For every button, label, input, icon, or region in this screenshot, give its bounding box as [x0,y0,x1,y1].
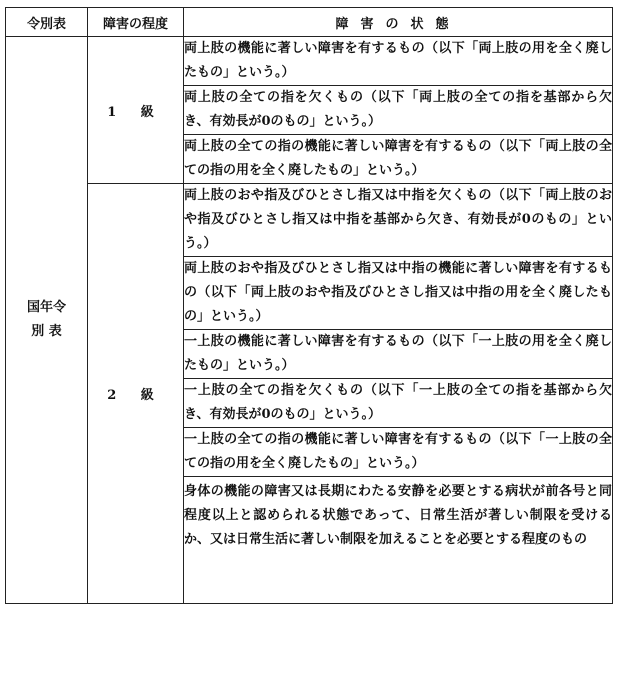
condition-cell: 一上肢の全ての指を欠くもの（以下「一上肢の全ての指を基部から欠き、有効長が0のもの」という。） [184,379,613,428]
condition-cell: 一上肢の機能に著しい障害を有するもの（以下「一上肢の用を全く廃したもの」という。） [184,330,613,379]
condition-cell: 両上肢の全ての指を欠くもの（以下「両上肢の全ての指を基部から欠き、有効長が0のもの」という。） [184,86,613,135]
header-order-table: 令別表 [6,8,88,37]
table-row [6,37,613,86]
grade-2-cell: 2 級 [88,184,184,604]
category-line-2: 別 表 [31,324,62,339]
table-header-row [6,8,613,37]
condition-cell: 両上肢の全ての指の機能に著しい障害を有するもの（以下「両上肢の全ての指の用を全く廃したもの」という。） [184,135,613,184]
condition-cell: 一上肢の全ての指の機能に著しい障害を有するもの（以下「一上肢の全ての指の用を全く廃したもの」という。） [184,428,613,477]
condition-cell: 両上肢のおや指及びひとさし指又は中指の機能に著しい障害を有するもの（以下「両上肢のおや指及びひとさし指又は中指の用を全く廃したもの」という。） [184,257,613,330]
condition-text: 身体の機能の障害又は長期にわたる安静を必要とする病状が前各号と同程度以上と認められる状態であって、日常生活が著しい制限を受けるか、又は日常生活に著しい制限を加えることを必要とする程度のもの [184,484,612,547]
condition-cell [184,477,613,604]
header-degree: 障害の程度 [88,8,184,37]
condition-cell: 両上肢のおや指及びひとさし指又は中指を欠くもの（以下「両上肢のおや指及びひとさし指又は中指を基部から欠き、有効長が0のもの」という。） [184,184,613,257]
header-condition: 障害の状態 [184,8,613,37]
category-cell [6,37,88,604]
condition-cell: 両上肢の機能に著しい障害を有するもの（以下「両上肢の用を全く廃したもの」という。） [184,37,613,86]
table-row [6,184,613,257]
category-line-1: 国年令 [26,300,66,315]
disability-grade-table [5,7,613,604]
grade-1-cell: 1 級 [88,37,184,184]
